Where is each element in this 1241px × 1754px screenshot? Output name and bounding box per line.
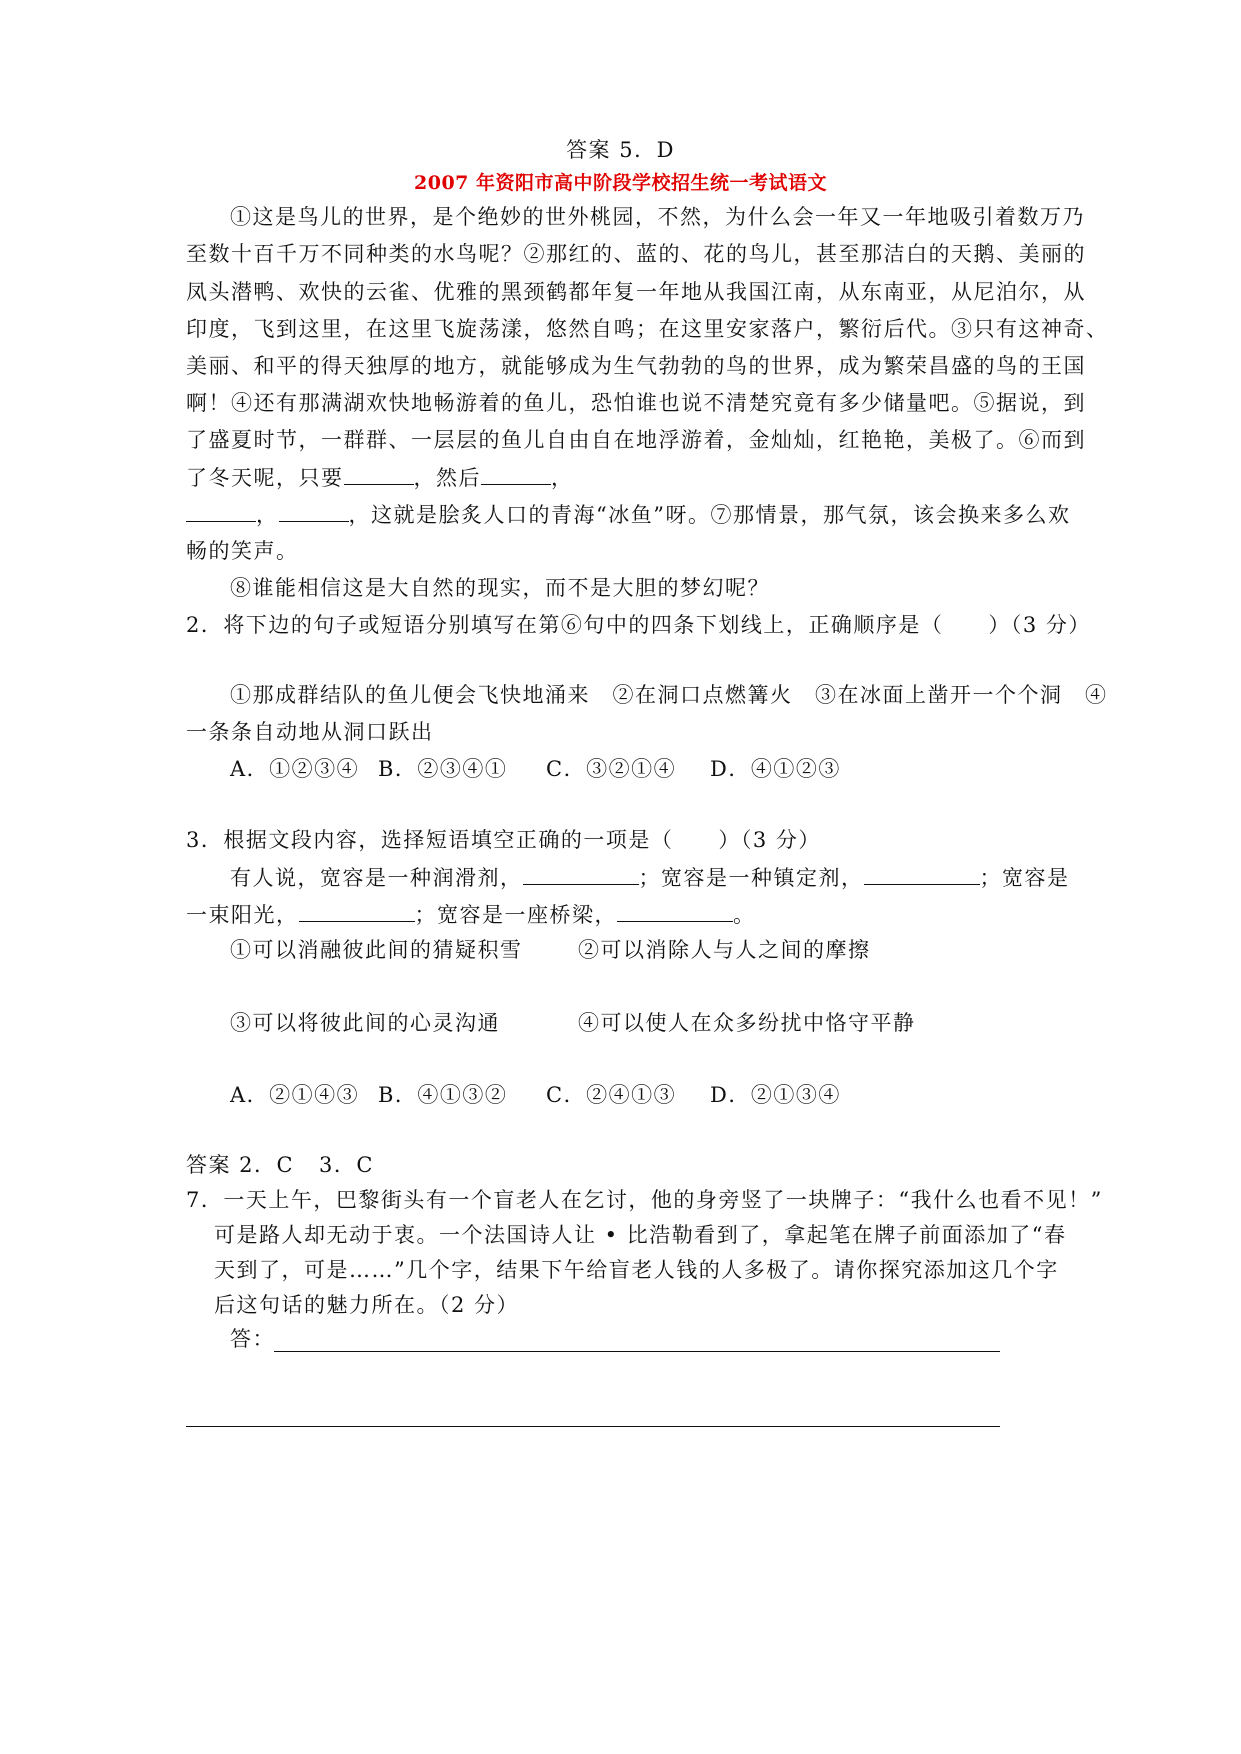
q3-line-1-text-c: ；宽容是 bbox=[979, 866, 1070, 890]
q3-line-2 bbox=[186, 901, 756, 928]
fill-blank-3[interactable] bbox=[186, 501, 256, 522]
passage-line-5: 美丽、和平的得天独厚的地方，就能够成为生气勃勃的鸟的世界，成为繁荣昌盛的鸟的王国 bbox=[186, 354, 1086, 378]
passage-line-9 bbox=[186, 501, 1070, 528]
q3-choice-3: ③可以将彼此间的心灵沟通 bbox=[230, 1011, 500, 1035]
q7-line-2: 可是路人却无动于衷。一个法国诗人让 • 比浩勒看到了，拿起笔在牌子前面添加了“春 bbox=[214, 1223, 1067, 1247]
passage-line-8-text-b: ，然后 bbox=[413, 466, 481, 490]
q3-choices-row-2 bbox=[230, 1010, 916, 1036]
passage-line-11: ⑧谁能相信这是大自然的现实，而不是大胆的梦幻呢？ bbox=[230, 576, 770, 600]
q3-option-a[interactable]: A．②①④③ bbox=[230, 1083, 360, 1107]
passage-line-9-text-a: ， bbox=[256, 503, 279, 527]
q3-blank-4[interactable] bbox=[617, 901, 733, 922]
passage-line-9-text-b: ，这就是脍炙人口的青海“冰鱼”呀。⑦那情景，那气氛，该会换来多么欢 bbox=[348, 503, 1071, 527]
answer-2: 答案 2．C bbox=[186, 1153, 295, 1177]
q7-answer-label: 答： bbox=[230, 1327, 275, 1351]
answer-5: 答案 5．D bbox=[566, 138, 675, 162]
q3-blank-3[interactable] bbox=[299, 901, 415, 922]
q3-line-2-text-c: 。 bbox=[733, 903, 756, 927]
q7-line-3: 天到了，可是……”几个字，结果下午给盲老人钱的人多极了。请你探究添加这几个字 bbox=[214, 1258, 1059, 1282]
q2-option-a[interactable]: A．①②③④ bbox=[230, 757, 360, 781]
q2-option-c[interactable]: C．③②①④ bbox=[546, 757, 677, 781]
q3-options bbox=[230, 1082, 841, 1108]
q3-line-1-text-b: ；宽容是一种镇定剂， bbox=[638, 866, 864, 890]
q3-choice-2: ②可以消除人与人之间的摩擦 bbox=[578, 938, 871, 962]
q3-option-c[interactable]: C．②④①③ bbox=[546, 1083, 677, 1107]
passage-line-10: 畅的笑声。 bbox=[186, 539, 299, 563]
passage-line-2: 至数十百千万不同种类的水鸟呢？②那红的、蓝的、花的鸟儿，甚至那洁白的天鹅、美丽的 bbox=[186, 242, 1086, 266]
q3-line-2-text-a: 一束阳光， bbox=[186, 903, 299, 927]
q3-blank-1[interactable] bbox=[523, 864, 639, 885]
answers-2-3 bbox=[186, 1152, 374, 1178]
fill-blank-1[interactable] bbox=[344, 464, 414, 485]
q3-stem: 3．根据文段内容，选择短语填空正确的一项是（ ）（3 分） bbox=[186, 828, 821, 852]
answer-3: 3．C bbox=[319, 1153, 374, 1177]
q7-line-1: 7．一天上午，巴黎街头有一个盲老人在乞讨，他的身旁竖了一块牌子：“我什么也看不见！” bbox=[186, 1188, 1103, 1212]
passage-line-4: 印度，飞到这里，在这里飞旋荡漾，悠然自鸣；在这里安家落户，繁衍后代。③只有这神奇、 bbox=[186, 317, 1109, 341]
fill-blank-2[interactable] bbox=[481, 464, 551, 485]
passage-line-8 bbox=[186, 464, 574, 491]
q2-options bbox=[230, 756, 841, 782]
q3-blank-2[interactable] bbox=[864, 864, 980, 885]
q2-option-b[interactable]: B．②③④① bbox=[378, 757, 508, 781]
q3-line-1-text-a: 有人说，宽容是一种润滑剂， bbox=[230, 866, 523, 890]
passage-line-6: 啊！④还有那满湖欢快地畅游着的鱼儿，恐怕谁也说不清楚究竟有多少储量吧。⑤据说，到 bbox=[186, 391, 1086, 415]
fill-blank-4[interactable] bbox=[279, 501, 349, 522]
q7-answer-line-1[interactable] bbox=[274, 1351, 1000, 1352]
q2-stem: 2．将下边的句子或短语分别填写在第⑥句中的四条下划线上，正确顺序是（ ）（3 分） bbox=[186, 613, 1091, 637]
passage-line-7: 了盛夏时节，一群群、一层层的鱼儿自由自在地浮游着，金灿灿，红艳艳，美极了。⑥而到 bbox=[186, 428, 1086, 452]
q2-items-line-1: ①那成群结队的鱼儿便会飞快地涌来 ②在洞口点燃篝火 ③在冰面上凿开一个个洞 ④ bbox=[230, 683, 1108, 707]
passage-line-8-text-a: 了冬天呢，只要 bbox=[186, 466, 344, 490]
passage-line-3: 凤头潜鸭、欢快的云雀、优雅的黑颈鹤都年复一年地从我国江南，从东南亚，从尼泊尔，从 bbox=[186, 280, 1086, 304]
passage-line-8-text-c: ， bbox=[551, 466, 574, 490]
q7-line-4: 后这句话的魅力所在。（2 分） bbox=[214, 1293, 520, 1317]
q3-line-1 bbox=[230, 864, 1070, 891]
q3-option-b[interactable]: B．④①③② bbox=[378, 1083, 508, 1107]
q3-choice-1: ①可以消融彼此间的猜疑积雪 bbox=[230, 938, 523, 962]
passage-line-1: ①这是鸟儿的世界，是个绝妙的世外桃园，不然，为什么会一年又一年地吸引着数万乃 bbox=[230, 205, 1085, 229]
q7-answer-line-2[interactable] bbox=[186, 1426, 1000, 1427]
q3-line-2-text-b: ；宽容是一座桥梁， bbox=[414, 903, 617, 927]
q3-choices-row-1 bbox=[230, 937, 871, 963]
q3-choice-4: ④可以使人在众多纷扰中恪守平静 bbox=[578, 1011, 916, 1035]
exam-title: 2007 年资阳市高中阶段学校招生统一考试语文 bbox=[414, 172, 827, 194]
q2-option-d[interactable]: D．④①②③ bbox=[710, 757, 841, 781]
q3-option-d[interactable]: D．②①③④ bbox=[710, 1083, 841, 1107]
q2-items-line-2: 一条条自动地从洞口跃出 bbox=[186, 720, 434, 744]
